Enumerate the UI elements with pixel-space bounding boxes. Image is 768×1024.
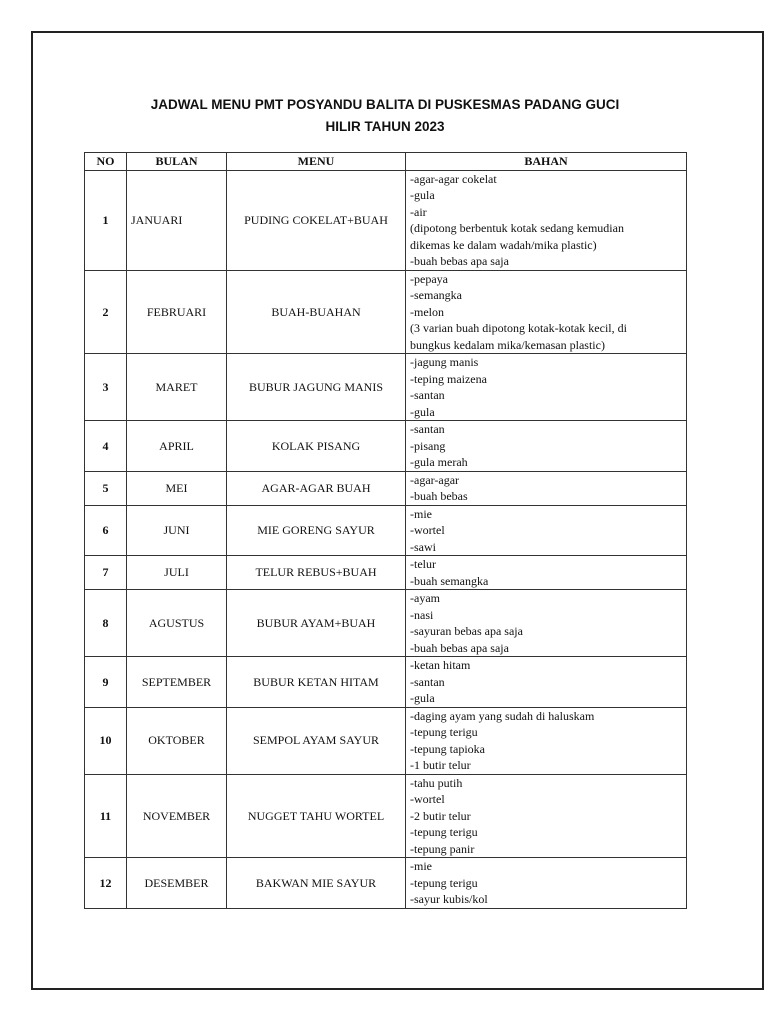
row-bahan bbox=[406, 556, 687, 590]
header-bahan: BAHAN bbox=[406, 153, 687, 171]
row-menu bbox=[227, 774, 406, 858]
row-bulan: DESEMBER bbox=[127, 858, 227, 909]
row-bulan: JUNI bbox=[127, 505, 227, 556]
bahan-item: -pisang bbox=[410, 438, 446, 453]
row-no: 10 bbox=[85, 707, 127, 774]
row-menu bbox=[227, 354, 406, 421]
row-bahan bbox=[406, 170, 687, 270]
bahan-item: -tepung tapioka bbox=[410, 741, 485, 756]
bahan-item: -buah bebas apa saja bbox=[410, 254, 509, 268]
bahan-item: -gula bbox=[410, 691, 435, 705]
row-no: 4 bbox=[85, 421, 127, 472]
row-bahan bbox=[406, 421, 687, 472]
bahan-item: -wortel bbox=[410, 523, 445, 537]
header-bulan: BULAN bbox=[127, 153, 227, 171]
row-bahan bbox=[406, 774, 687, 858]
bahan-item: -tahu putih bbox=[410, 775, 463, 790]
row-menu bbox=[227, 657, 406, 708]
bahan-item: -tepung panir bbox=[410, 841, 475, 856]
row-menu-text: BUBUR AYAM+BUAH bbox=[256, 615, 376, 630]
row-bulan: MEI bbox=[127, 471, 227, 505]
bahan-item: -buah bebas bbox=[410, 489, 468, 503]
row-menu-text: TELUR REBUS+BUAH bbox=[255, 565, 377, 580]
table-row bbox=[85, 590, 687, 657]
row-menu bbox=[227, 471, 406, 505]
bahan-item: -sayur kubis/kol bbox=[410, 892, 488, 906]
row-menu bbox=[227, 707, 406, 774]
row-menu bbox=[227, 270, 406, 354]
bahan-item: -agar-agar bbox=[410, 472, 460, 487]
table-row bbox=[85, 858, 687, 909]
bahan-item: -tepung terigu bbox=[410, 725, 478, 739]
bahan-item: -gula bbox=[410, 404, 435, 419]
bahan-item: -2 butir telur bbox=[410, 808, 471, 823]
table-row bbox=[85, 421, 687, 472]
row-bulan: AGUSTUS bbox=[127, 590, 227, 657]
bahan-item: -semangka bbox=[410, 288, 462, 302]
bahan-item: -santan bbox=[410, 422, 445, 436]
bahan-item: -gula merah bbox=[410, 455, 468, 469]
row-no: 6 bbox=[85, 505, 127, 556]
row-bahan bbox=[406, 270, 687, 354]
table-header-row bbox=[85, 153, 687, 171]
bahan-item: bungkus kedalam mika/kemasan plastic) bbox=[410, 337, 605, 352]
row-bulan: NOVEMBER bbox=[127, 774, 227, 858]
row-bulan: OKTOBER bbox=[127, 707, 227, 774]
bahan-item: -ketan hitam bbox=[410, 658, 471, 672]
row-no: 5 bbox=[85, 471, 127, 505]
bahan-item: -mie bbox=[410, 506, 432, 521]
row-menu bbox=[227, 858, 406, 909]
table-row bbox=[85, 505, 687, 556]
row-no: 1 bbox=[85, 170, 127, 270]
bahan-item: -buah semangka bbox=[410, 573, 489, 588]
row-no: 9 bbox=[85, 657, 127, 708]
header-no: NO bbox=[85, 153, 127, 171]
row-no: 12 bbox=[85, 858, 127, 909]
row-bulan: JULI bbox=[127, 556, 227, 590]
bahan-item: -wortel bbox=[410, 792, 445, 806]
row-menu-text: PUDING COKELAT+BUAH bbox=[244, 212, 388, 227]
row-bahan bbox=[406, 590, 687, 657]
row-bulan: SEPTEMBER bbox=[127, 657, 227, 708]
row-bulan: APRIL bbox=[127, 421, 227, 472]
bahan-item: -santan bbox=[410, 674, 445, 689]
row-bahan bbox=[406, 657, 687, 708]
row-bulan: JANUARI bbox=[127, 170, 227, 270]
row-no: 2 bbox=[85, 270, 127, 354]
row-menu-text: BAKWAN MIE SAYUR bbox=[255, 875, 377, 890]
menu-schedule-table bbox=[84, 152, 687, 909]
table-row bbox=[85, 774, 687, 858]
bahan-item: -santan bbox=[410, 388, 445, 402]
row-bulan: FEBRUARI bbox=[127, 270, 227, 354]
row-no: 8 bbox=[85, 590, 127, 657]
bahan-item: -agar-agar cokelat bbox=[410, 171, 497, 186]
bahan-item: -sawi bbox=[410, 539, 436, 554]
bahan-item: -tepung terigu bbox=[410, 825, 478, 839]
table-row bbox=[85, 170, 687, 270]
row-menu-text: BUBUR JAGUNG MANIS bbox=[248, 379, 383, 394]
row-menu bbox=[227, 421, 406, 472]
table-row bbox=[85, 657, 687, 708]
bahan-item: -air bbox=[410, 204, 427, 219]
row-no: 3 bbox=[85, 354, 127, 421]
bahan-item: -nasi bbox=[410, 607, 434, 622]
row-menu-text: AGAR-AGAR BUAH bbox=[261, 480, 371, 495]
row-menu-text: SEMPOL AYAM SAYUR bbox=[252, 733, 380, 748]
table-row bbox=[85, 270, 687, 354]
row-menu bbox=[227, 556, 406, 590]
row-menu-text: MIE GORENG SAYUR bbox=[257, 523, 375, 537]
bahan-item: -jagung manis bbox=[410, 355, 479, 369]
bahan-item: -gula bbox=[410, 188, 435, 202]
row-bulan: MARET bbox=[127, 354, 227, 421]
title-line-2: HILIR TAHUN 2023 bbox=[325, 119, 445, 134]
bahan-item: -mie bbox=[410, 859, 432, 873]
bahan-item: -pepaya bbox=[410, 271, 448, 286]
bahan-item: -buah bebas apa saja bbox=[410, 640, 509, 655]
row-bahan bbox=[406, 471, 687, 505]
bahan-item: (3 varian buah dipotong kotak-kotak kecil, di bbox=[410, 321, 627, 335]
row-menu bbox=[227, 505, 406, 556]
row-no: 7 bbox=[85, 556, 127, 590]
document-title bbox=[84, 94, 686, 138]
row-bahan bbox=[406, 858, 687, 909]
table-row bbox=[85, 707, 687, 774]
row-bahan bbox=[406, 505, 687, 556]
row-menu bbox=[227, 590, 406, 657]
bahan-item: -tepung terigu bbox=[410, 875, 478, 890]
table-body bbox=[85, 170, 687, 908]
table-row bbox=[85, 471, 687, 505]
bahan-item: dikemas ke dalam wadah/mika plastic) bbox=[410, 237, 597, 252]
row-bahan bbox=[406, 707, 687, 774]
bahan-item: -ayam bbox=[410, 591, 440, 605]
row-menu-text: KOLAK PISANG bbox=[271, 438, 361, 453]
row-menu bbox=[227, 170, 406, 270]
row-menu-text: BUBUR KETAN HITAM bbox=[253, 674, 379, 689]
bahan-item: -sayuran bebas apa saja bbox=[410, 624, 523, 638]
table-row bbox=[85, 354, 687, 421]
row-menu-text: NUGGET TAHU WORTEL bbox=[247, 808, 385, 823]
bahan-item: -melon bbox=[410, 304, 444, 319]
bahan-item: -telur bbox=[410, 557, 436, 571]
row-menu-text: BUAH-BUAHAN bbox=[271, 304, 361, 319]
bahan-item: -1 butir telur bbox=[410, 758, 471, 772]
table-row bbox=[85, 556, 687, 590]
row-bahan bbox=[406, 354, 687, 421]
bahan-item: -teping maizena bbox=[410, 371, 487, 386]
bahan-item: -daging ayam yang sudah di haluskam bbox=[410, 708, 595, 723]
bahan-item: (dipotong berbentuk kotak sedang kemudian bbox=[410, 221, 624, 235]
header-menu: MENU bbox=[227, 153, 406, 171]
row-no: 11 bbox=[85, 774, 127, 858]
title-line-1: JADWAL MENU PMT POSYANDU BALITA DI PUSKESMAS PADANG GUCI bbox=[150, 97, 620, 112]
